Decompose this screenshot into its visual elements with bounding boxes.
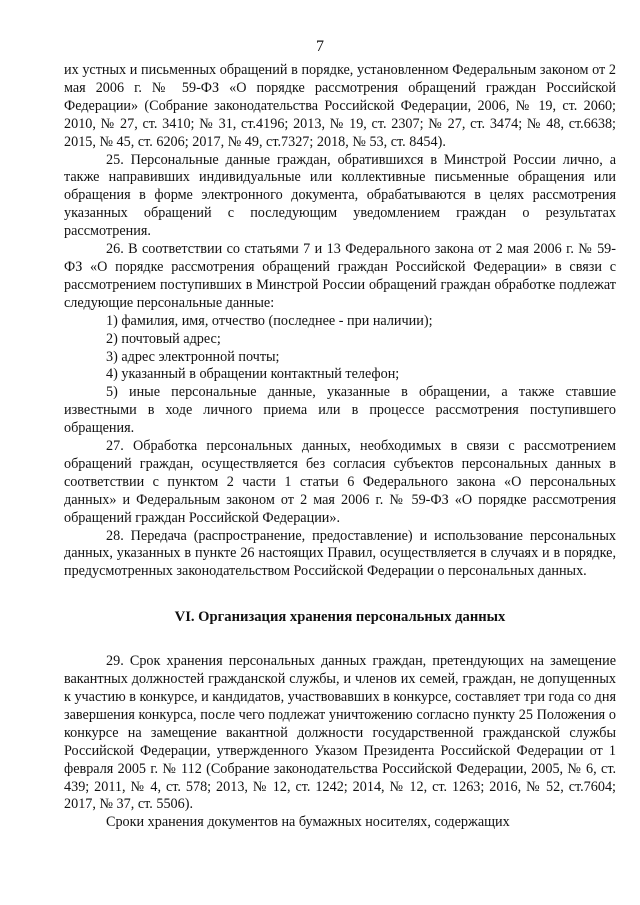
list-item: 5) иные персональные данные, указанные в обращении, а также ставшие известными в ходе личного приема или в процессе рассмотрения поступившего обращения. (64, 384, 616, 437)
paragraph-29: 29. Срок хранения персональных данных граждан, претендующих на замещение вакантных должностей гражданской службы, и членов их семей, граждан, не допущенных к участию в конкурсе, и кандидатов, участвовавших в конкурсе, составляет три года со дня завершения конкурса, после чего подлежат уничтожению согласно пункту 25 Положения о конкурсе на замещение вакантной должности государственной гражданской службы Российской Федерации, утвержденного Указом Президента Российской Федерации от 1 февраля 2005 г. № 112 (Собрание законодательства Российской Федерации, 2005, № 6, ст. 439; 2011, № 4, ст. 578; 2013, № 12, ст. 1242; 2014, № 12, ст. 1263; 2016, № 52, ст.7604; 2017, № 37, ст. 5506). (64, 653, 616, 813)
list-item: 2) почтовый адрес; (106, 330, 221, 347)
list-item: 1) фамилия, имя, отчество (последнее - при наличии); (106, 312, 433, 329)
paragraph-26: 26. В соответствии со статьями 7 и 13 Федерального закона от 2 мая 2006 г. № 59-ФЗ «О порядке рассмотрения обращений граждан Российской Федерации» в связи с рассмотрением поступивших в Минстрой России обращений граждан обработке подлежат следующие персональные данные: (64, 241, 616, 311)
paragraph-continuation: их устных и письменных обращений в порядке, установленном Федеральным законом от 2 мая 2006 г. № 59-ФЗ «О порядке рассмотрения обращений граждан Российской Федерации» (Собрание законодательства Российской Федерации, 2006, № 19, ст. 2060; 2010, № 27, ст. 3410; № 31, ст.4196; 2013, № 19, ст. 2307; № 27, ст. 3474; № 48, ст.6638; 2015, № 45, ст. 6206; 2017, № 49, ст.7327; 2018, № 53, ст. 8454). (64, 62, 616, 150)
page-number: 7 (316, 38, 324, 55)
paragraph-storage-terms: Сроки хранения документов на бумажных носителях, содержащих (106, 814, 510, 831)
document-body (64, 62, 616, 832)
paragraph-28: 28. Передача (распространение, предоставление) и использование персональных данных, указанных в пункте 26 настоящих Правил, осуществляется в случаях и в порядке, предусмотренных законодательством Российской Федерации о персональных данных. (64, 527, 616, 580)
paragraph-27: 27. Обработка персональных данных, необходимых в связи с рассмотрением обращений граждан, осуществляется без согласия субъектов персональных данных в соответствии с пунктом 2 части 1 статьи 6 Федерального закона «О персональных данных» и Федеральным законом от 2 мая 2006 г. № 59-ФЗ «О порядке рассмотрения обращений граждан Российской Федерации». (64, 438, 616, 526)
section-heading: VI. Организация хранения персональных данных (174, 609, 506, 626)
paragraph-25: 25. Персональные данные граждан, обратившихся в Минстрой России лично, а также направивших индивидуальные или коллективные письменные обращения или обращения в форме электронного документа, обрабатываются в целях рассмотрения указанных обращений с последующим уведомлением граждан о результатах рассмотрения. (64, 151, 616, 240)
list-item: 4) указанный в обращении контактный телефон; (106, 366, 400, 383)
list-item: 3) адрес электронной почты; (106, 348, 280, 365)
